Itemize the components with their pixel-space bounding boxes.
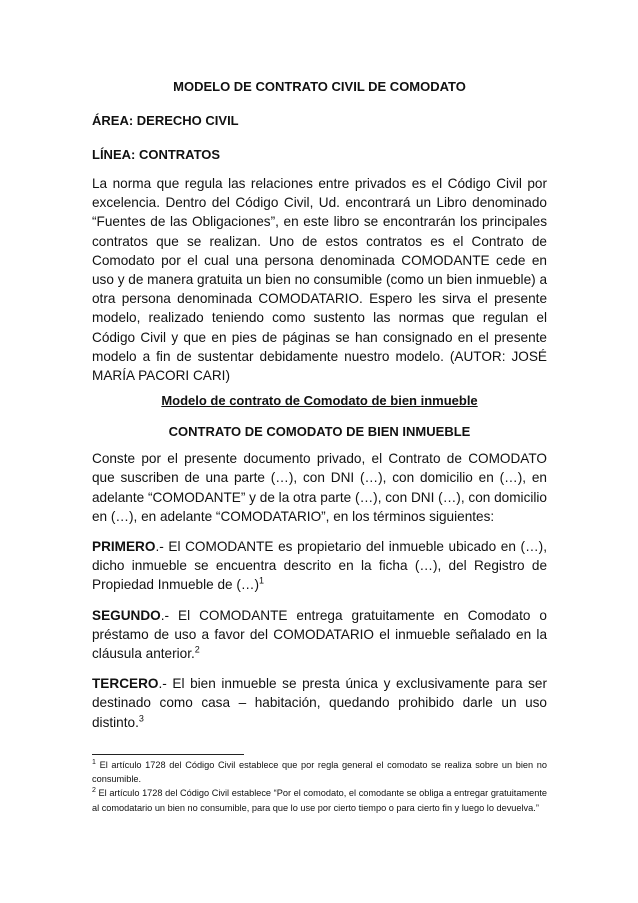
clause-primero xyxy=(92,537,547,595)
model-subtitle: Modelo de contrato de Comodato de bien inmueble xyxy=(161,393,478,409)
clause-text: .- El COMODANTE es propietario del inmueble ubicado en (…), dicho inmueble se encuentra descrito en la ficha (…), del Registro de Propiedad Inmueble de (…) xyxy=(92,539,547,593)
clause-heading: TERCERO xyxy=(92,676,159,692)
area-label: ÁREA: DERECHO CIVIL xyxy=(92,113,239,128)
document-title: MODELO DE CONTRATO CIVIL DE COMODATO xyxy=(173,79,466,94)
clause-heading: PRIMERO xyxy=(92,539,156,555)
footnote-number: 1 xyxy=(92,758,96,766)
footnote-separator xyxy=(92,754,244,755)
footnote-ref[interactable]: 1 xyxy=(259,575,265,586)
clause-text: .- El bien inmueble se presta única y exclusivamente para ser destinado como casa – habitación, quedando prohibido darle un uso distinto. xyxy=(92,676,547,730)
clause-segundo xyxy=(92,606,547,664)
intro-paragraph: La norma que regula las relaciones entre privados es el Código Civil por excelencia. Dentro del Código Civil, Ud. encontrará un Libro denominado “Fuentes de las Obligaciones”, en este libro se encontrarán los principales contratos que se realizan. Uno de estos contratos es el Contrato de Comodato por el cual una persona denominada COMODANTE cede en uso y de manera gratuita un bien no consumible (como un bien inmueble) a otra persona denominada COMODATARIO. Espero les sirva el presente modelo, realizado teniendo como sustento las normas que regulan el Código Civil y que en pies de páginas se han consignado en el presente modelo a fin de sustentar debidamente nuestro modelo. (AUTOR: JOSÉ MARÍA PACORI CARI) xyxy=(92,176,547,384)
clause-text: .- El COMODANTE entrega gratuitamente en Comodato o préstamo de uso a favor del COMODATARIO el inmueble señalado en la cláusula anterior. xyxy=(92,607,547,662)
footnotes-section xyxy=(92,758,547,815)
footnote-ref[interactable]: 2 xyxy=(194,644,200,655)
footnote-text: El artículo 1728 del Código Civil establece “Por el comodato, el comodante se obliga a entregar gratuitamente al comodatario un bien no consumible, para que lo use por cierto tiempo o para cierto fin y luego lo devuelva.” xyxy=(92,788,547,813)
clause-tercero xyxy=(92,674,547,732)
footnote-1 xyxy=(92,758,547,786)
clause-heading: SEGUNDO xyxy=(92,607,161,623)
document-page xyxy=(92,64,547,732)
preamble-paragraph: Conste por el presente documento privado, el Contrato de COMODATO que suscriben de una parte (…), con DNI (…), con domicilio en (…), en adelante “COMODANTE” y de la otra parte (…), con DNI (…), con domicilio en (…), en adelante “COMODATARIO”, en los términos siguientes: xyxy=(92,451,547,524)
footnote-number: 2 xyxy=(92,787,96,795)
footnote-2 xyxy=(92,786,547,814)
contract-title: CONTRATO DE COMODATO DE BIEN INMUEBLE xyxy=(168,424,471,440)
linea-label: LÍNEA: CONTRATOS xyxy=(92,147,221,162)
footnote-text: El artículo 1728 del Código Civil establece que por regla general el comodato se realiza sobre un bien no consumible. xyxy=(92,760,547,785)
footnote-ref[interactable]: 3 xyxy=(138,713,144,724)
